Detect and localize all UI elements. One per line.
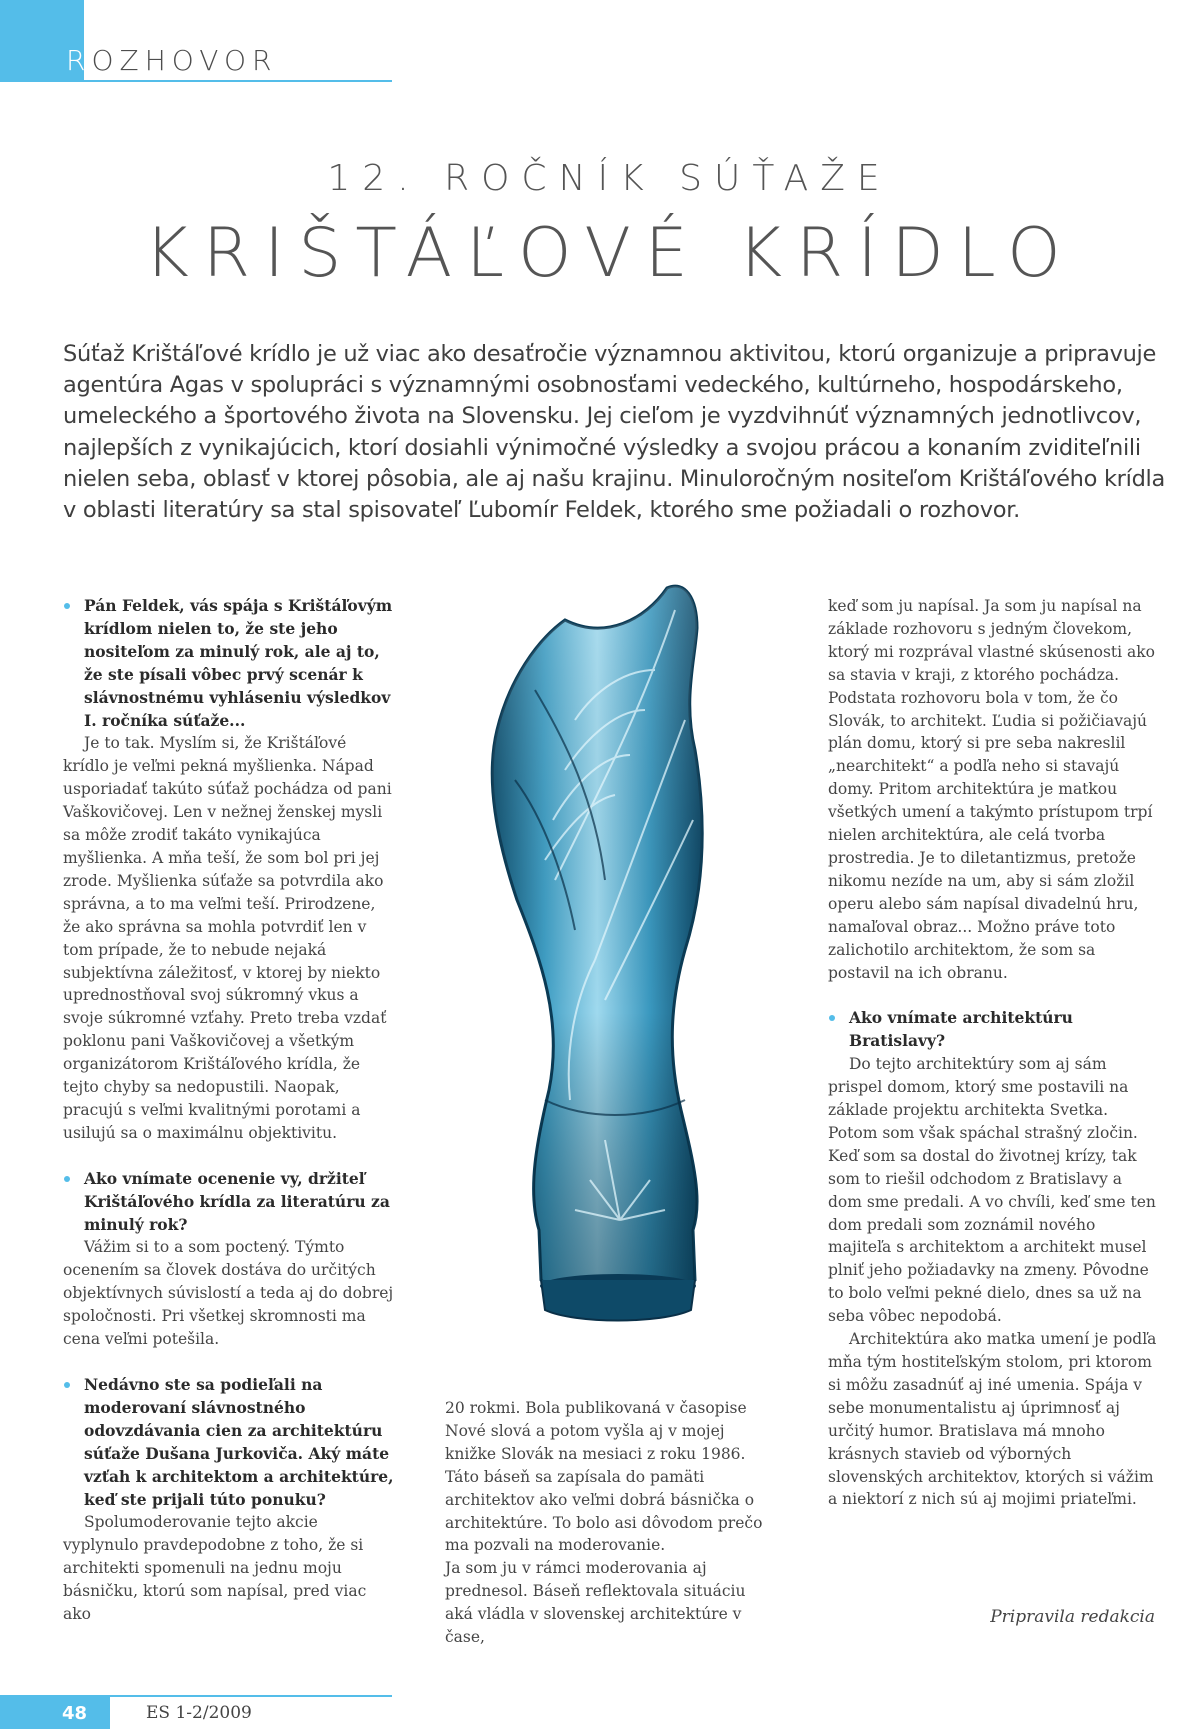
answer-4-part-1: Do tejto architektúry som aj sám prispel domom, ktorý sme postavili na základe projektu architekta Svetka. Potom som však spáchal strašný zločin. Keď som sa dostal do životnej krízy, tak som to riešil odchodom z Bratislavy a dom sme predali. A vo chvíli, keď sme ten dom predali som zoznámil nového majiteľa s architektom a architekt musel plniť jeho požiadavky na zmeny. Pôvodne to bolo veľmi pekné dielo, dnes sa už na seba vôbec nepodobá. [828, 1055, 1156, 1326]
article-column-left [63, 595, 395, 1626]
answer-2: Vážim si to a som poctený. Týmto ocenením sa človek dostáva do určitých objektívnych súvislostí a teda aj do dobrej spoločnosti. Pri všetkej skromnosti ma cena veľmi potešila. [63, 1238, 394, 1349]
title-kicker: 12. ROČNÍK SÚŤAŽE [327, 158, 892, 199]
question-1: Pán Feldek, vás spája s Krištáľovým krídlom nielen to, že ste jeho nositeľom za minulý rok, ale aj to, že ste písali vôbec prvý scenár k slávnostnému vyhláseniu výsledkov I. ročníka súťaže... [63, 595, 395, 732]
answer-4-part-2: Architektúra ako matka umení je podľa mňa tým hostiteľským stolom, pri ktorom si môžu zasadnúť aj iné umenia. Spája v sebe monumentalistu aj úprimnosť aj určitý humor. Bratislava má mnoho krásnych stavieb od výborných slovenských architektov, ktorých si vážim a niektorí z nich sú aj mojimi priateľmi. [828, 1330, 1157, 1509]
article-column-middle [445, 1397, 777, 1649]
header-rule [0, 80, 392, 82]
answer-3-part-1: Spolumoderovanie tejto akcie vyplynulo pravdepodobne z toho, že si architekti spomenuli na jednu moju básničku, ktorú som napísal, pred viac ako [63, 1513, 367, 1624]
question-3: Nedávno ste sa podieľali na moderovaní slávnostného odovzdávania cien za architektúru súťaže Dušana Jurkoviča. Aký máte vzťah k architektom a architektúre, keď ste prijali túto ponuku? [63, 1374, 395, 1511]
lead-paragraph: Súťaž Krištáľové krídlo je už viac ako desaťročie významnou aktivitou, ktorú organizuje a pripravuje agentúra Agas v spolupráci s významnými osobnosťami vedeckého, kultúrneho, hospodárskeho, umeleckého a športového života na Slovensku. Jej cieľom je vyzdvihnúť významných jednotlivcov, najlepších z vynikajúcich, ktorí dosiahli výnimočné výsledky a svojou prácou a konaním zviditeľnili nielen seba, oblasť v ktorej pôsobia, ale aj našu krajinu. Minuloročným nositeľom Krištáľového krídla v oblasti literatúry sa stal spisovateľ Ľubomír Feldek, ktorého sme požiadali o rozhovor. [63, 341, 1165, 524]
issue-label: ES 1-2/2009 [146, 1703, 252, 1723]
page-number: 48 [62, 1703, 88, 1724]
page-number-box [0, 1697, 110, 1729]
section-label [66, 44, 277, 77]
question-4: Ako vnímate architektúru Bratislavy? [828, 1007, 1160, 1053]
answer-3-part-3: Ja som ju v rámci moderovania aj prednesol. Báseň reflektovala situáciu aká vládla v slovenskej architektúre v čase, [445, 1559, 746, 1647]
crystal-wing-trophy-image [445, 580, 765, 1372]
section-label-rest: OZHOVOR [91, 44, 278, 77]
answer-1: Je to tak. Myslím si, že Krištáľové krídlo je veľmi pekná myšlienka. Nápad usporiadať takúto súťaž pochádza od pani Vaškovičovej. Len v nežnej ženskej mysli sa môže zrodiť takáto vynikajúca myšlienka. A mňa teší, že som bol pri jej zrode. Myšlienka súťaže sa potvrdila ako správna, a to ma veľmi teší. Prirodzene, že ako správna sa mohla potvrdiť len v tom prípade, že to nebude nejaká subjektívna záležitosť, v ktorej by niekto uprednostňoval svoj súkromný vkus a svoje súkromné vzťahy. Preto treba vzdať poklonu pani Vaškovičovej a všetkým organizátorom Krištáľového krídla, že tejto chyby sa nedopustili. Naopak, pracujú s veľmi kvalitnými porotami a usilujú sa o maximálnu objektivitu. [63, 734, 392, 1142]
answer-3-part-2: 20 rokmi. Bola publikovaná v časopise Nové slová a potom vyšla aj v mojej knižke Slovák na mesiaci z roku 1986. Táto báseň sa zapísala do pamäti architektov ako veľmi dobrá básnička o architektúre. To bolo asi dôvodom prečo ma pozvali na moderovanie. [445, 1399, 763, 1555]
answer-3-part-4: keď som ju napísal. Ja som ju napísal na základe rozhovoru s jedným človekom, ktorý mi rozprával vlastné skúsenosti ako sa stavia v kraji, z ktorého pochádza. Podstata rozhovoru bola v tom, že čo Slovák, to architekt. Ľudia si požičiavajú plán domu, ktorý si pre seba nakreslil „nearchitekt“ a podľa neho si stavajú domy. Pritom architektúra je matkou všetkých umení a takýmto prístupom trpí nielen architektúra, ale celá tvorba prostredia. Je to diletantizmus, pretože nikomu nezíde na um, aby si sám zložil operu alebo sám napísal divadelnú hru, namaľoval obraz... Možno práve toto zalichotilo architektom, že som sa postavil na ich obranu. [828, 597, 1156, 982]
credit-line: Pripravila redakcia [990, 1607, 1155, 1627]
main-title: KRIŠTÁĽOVÉ KRÍDLO [144, 214, 1075, 293]
article-column-right [828, 595, 1160, 1511]
question-2: Ako vnímate ocenenie vy, držiteľ Krištáľového krídla za literatúru za minulý rok? [63, 1168, 395, 1237]
section-label-initial: R [66, 44, 92, 77]
